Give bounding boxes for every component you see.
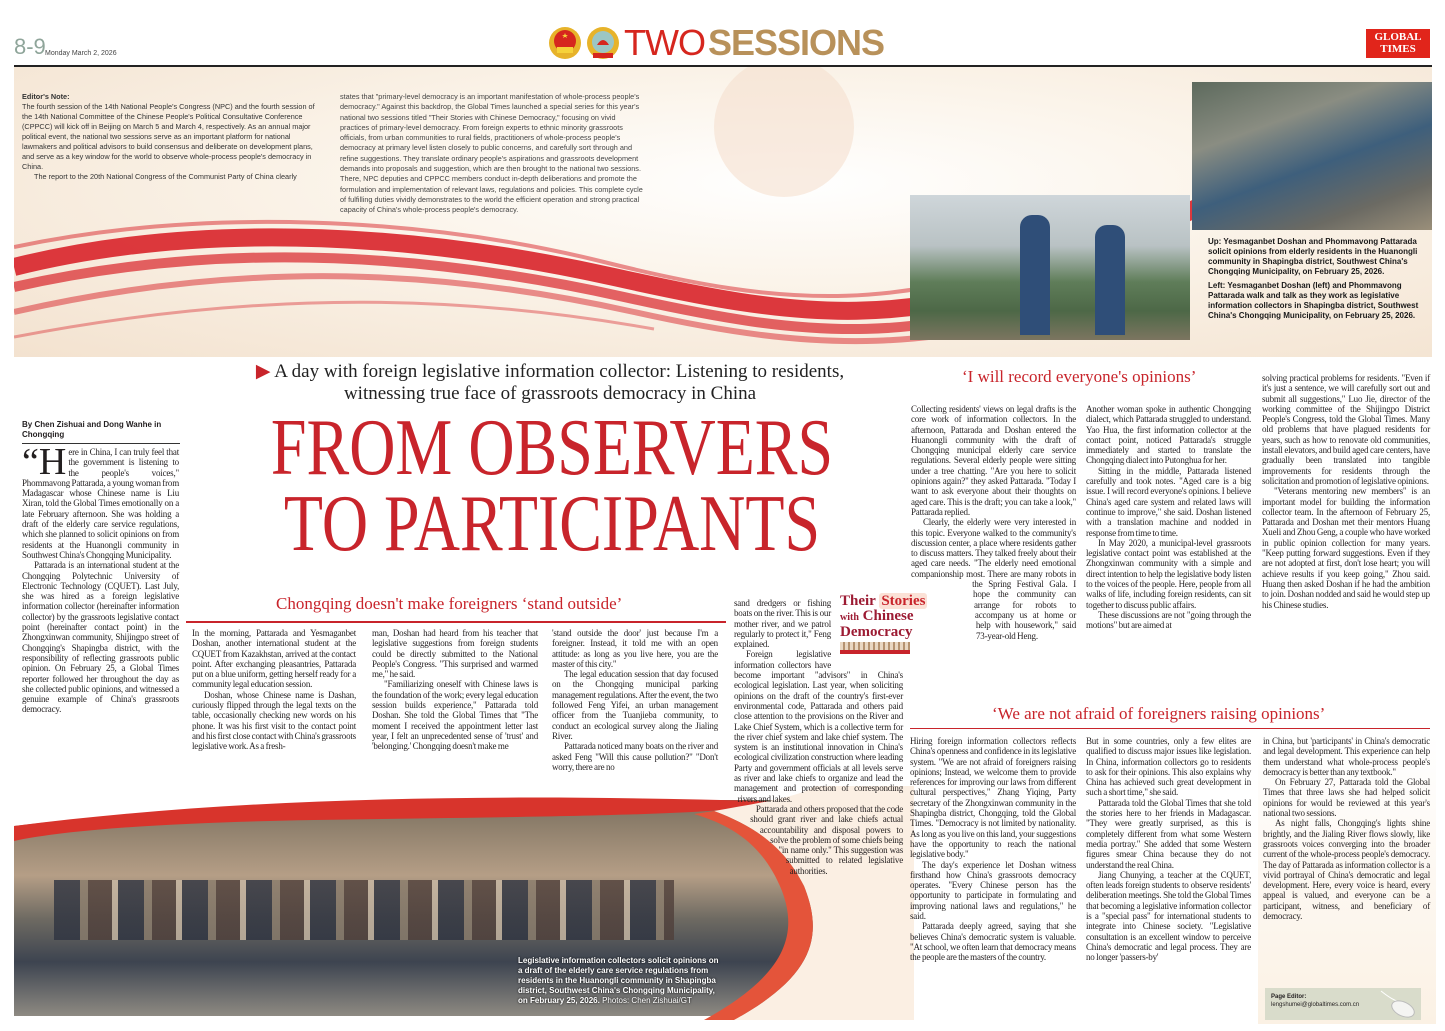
paragraph: man, Doshan had heard from his teacher that legislative suggestions from foreign students could be directly submitted to the National People's Congress. "This surprised and warmed me," he said. xyxy=(372,628,538,680)
page-number: 8-9 xyxy=(14,34,46,59)
series-logo-democracy: Democracy xyxy=(840,624,913,640)
article-title xyxy=(232,404,872,568)
two-sessions-logo xyxy=(548,22,884,64)
section-heading-record-opinions: ‘I will record everyone's opinions’ xyxy=(962,367,1197,386)
paragraph: The day's experience let Doshan witness firsthand how China's grassroots democracy operates. "Every Chinese person has the opportunity to participate in formulating and improving national laws and regulations," he said. xyxy=(910,859,1076,922)
section-rule xyxy=(910,728,1430,729)
paragraph: Another woman spoke in authentic Chongqing dialect, which Pattarada struggled to understand. Yao Hua, the first information collector at the contact point, noticed Pattarada's struggle immediately and started to translate the Chongqing dialect into Putonghua for her. xyxy=(1086,404,1251,466)
sec1-col-2 xyxy=(372,628,538,752)
section-rule xyxy=(186,621,726,623)
logo-times: TIMES xyxy=(1380,43,1416,55)
logo-global: GLOBAL xyxy=(1374,31,1422,43)
bottom-photo-caption xyxy=(518,956,723,1006)
caption-up: Up: Yesmaganbet Doshan and Phommavong Pattarada solicit opinions from elderly residents in the Huanongli community in Shapingba district, Southwest China's Chongqing Municipality, on February 25, 2026. xyxy=(1208,237,1418,276)
photo-collectors-walking xyxy=(910,195,1190,340)
kicker-arrow-icon: ▶ xyxy=(255,361,271,382)
lead-paragraph: “H ere in China, I can truly feel that the government is listening to the people's voices," Phommavong Pattarada, a young woman from Madagascar whose Chinese name is Liu Xiran, told the Global Times emotionally on a late February afternoon. She was holding a draft of the elderly care service regulations, which she planned to solicit opinions on from residents at the Huanongli community in Southwest China's Chongqing Municipality. xyxy=(22,441,179,560)
kicker-line-2: witnessing true face of grassroots democracy in China xyxy=(343,383,757,404)
paragraph: sand dredgers or fishing boats on the river. This is our mother river, and we patrol regularly to protect it," Feng explained. xyxy=(734,598,831,650)
photo-collectors-with-elderly xyxy=(1192,82,1432,230)
paragraph: "Veterans mentoring new members" is an important model for building the information collector team. In the afternoon of February 25, Pattarada and Doshan met their mentors Huang Xueli and Zhou Geng, a couple who have worked in public opinion collection for many years. "Keep putting forward suggestions. Even if they are not adopted at first, don't lose heart; you will achieve results if you keep going," Zhou said. Huang then asked Doshan if he had the ambition to join. Doshan nodded and said he would step up his Chinese studies. xyxy=(1262,486,1430,610)
series-logo-stories: Stories xyxy=(881,593,926,609)
page-editor-email[interactable]: lengshumei@globaltimes.com.cn xyxy=(1271,1002,1360,1008)
editors-note-p2: The report to the 20th National Congress of the Communist Party of China clearly xyxy=(34,172,297,181)
paragraph: Foreign legislative information collectors have become important "advisors" in China's ecological legislation. Last year, when soliciting opinions on the draft of the country's first-ever environmental code, Pattarada and others paid close attention to the provisions on the River and Lake Chief System, which is a collective term for the river chief system and lake chief system. The system is an institutional innovation in China's ecological civilization construction where leading Party and government officials at all levels serve as river and lake chiefs to organize and lead the management and protection of corresponding rivers and lakes. xyxy=(734,649,903,804)
section-heading-not-afraid: ‘We are not afraid of foreigners raising opinions’ xyxy=(992,704,1326,723)
paragraph: Pattarada noticed many boats on the river and asked Feng "Will this cause pollution?" "Don't worry, there are no xyxy=(552,741,718,772)
photo-caption xyxy=(1208,237,1423,321)
national-emblem-icon xyxy=(548,23,582,63)
series-logo-chinese: Chinese xyxy=(862,608,914,624)
page-editor-box xyxy=(1265,988,1421,1020)
paragraph: Collecting residents' views on legal drafts is the core work of information collectors. In the afternoon, Pattarada and Doshan entered the Huanongli community with the draft of Chongqing municipal elderly care service regulations. Several elderly people were sitting under a tree chatting. "Are you here to solicit opinions again?" they asked Pattarada. "Today I want to ask everyone about their thoughts on aged care. This is the draft; you can take a look," Pattarada replied. xyxy=(911,404,1076,517)
paragraph: 'stand outside the door' just because I'm a foreigner. Instead, it told me with an open attitude: as long as you live here, you are the master of this city." xyxy=(552,628,718,669)
sec1-col-1 xyxy=(192,628,356,752)
sec2-col-3 xyxy=(1262,373,1430,610)
caption-text: Legislative information collectors solicit opinions on a draft of the elderly care service regulations from residents in the Huanongli community in Shapingba district, Southwest China's Chongqing Municipality, on February 25, 2026. xyxy=(518,956,719,1005)
sec2-col-2 xyxy=(1086,404,1251,631)
photo-credit: Photos: Chen Zishuai/GT xyxy=(602,996,692,1005)
title-line-2: TO PARTICIPANTS xyxy=(283,480,821,568)
sec3-col-3 xyxy=(1263,736,1430,921)
paragraph: Doshan, whose Chinese name is Dashan, curiously flipped through the legal texts on the table, occasionally checking new words on his phone. It was his first visit to the contact point and his first close contact with China's grassroots legislative work. As a fresh- xyxy=(192,689,356,752)
paragraph: But in some countries, only a few elites are qualified to discuss major issues like legislation. In China, information collectors go to residents to ask for their opinions. This also explains why China has achieved such great development in such a short time," she said. xyxy=(1086,736,1251,798)
byline: By Chen Zishuai and Dong Wanhe in Chongqing xyxy=(22,420,180,444)
editors-note-continued: states that "primary-level democracy is an important manifestation of whole-process people's democracy." Against this backdrop, the Global Times launched a special series for this year's national two sessions titled "Their Stories with Chinese Democracy," focusing on vivid practices of primary-level democracy. From foreign experts to ethnic minority grassroots officials, from urban communities to rural fields, practitioners of whole-process people's democracy at primary level listen closely to public concerns, and carefully sort through and refine suggestions. They translate ordinary people's aspirations and grassroots development demands into proposals and suggestion, which are then brought to the national two sessions. There, NPC deputies and CPPCC members conduct in-depth deliberations and promote the formulation and implementation of relevant laws, regulations and policies. This complete cycle of fulfilling duties vividly demonstrates to the world the efficient operation and strong practical capacity of China's whole-process people's democracy. xyxy=(340,92,643,215)
lead-column xyxy=(22,441,179,715)
article-kicker xyxy=(200,361,900,405)
series-logo-their: Their xyxy=(840,593,876,609)
paragraph: solving practical problems for residents. "Even if it's just a sentence, we will carefully sort out and submit all suggestions," Luo Jie, director of the working committee of the Shijingpo District People's Congress, told the Global Times. Many old problems that have plagued residents for years, such as how to renovate old communities, install elevators, and build aged care centers, have gradually been translated into tangible improvements for residents through the solicitation and promotion of legislative opinions. xyxy=(1262,373,1430,486)
paragraph: In the morning, Pattarada and Yesmaganbet Doshan, another international student at the CQUET from Kazakhstan, arrived at the contact point. After exchanging pleasantries, Pattarada put on a blue uniform, getting herself ready for a community legal education session. xyxy=(192,628,356,690)
sec2-col-1 xyxy=(910,404,1076,689)
paragraph: Pattarada and others proposed that the code should grant river and lake chiefs actual accountability and disposal powers to solve the problem of some chiefs being "in name only." This suggestion was submitted to related legislative authorities. xyxy=(750,803,903,876)
global-times-logo xyxy=(1366,29,1430,58)
computer-mouse-icon xyxy=(1377,989,1417,1019)
page-editor-label: Page Editor: xyxy=(1271,994,1307,1000)
sec3-col-1 xyxy=(910,736,1076,963)
editors-note-label: Editor's Note: xyxy=(22,92,70,101)
paragraph: These discussions are not "going through the motions" but are aimed at xyxy=(1086,609,1251,631)
drop-cap: “H xyxy=(22,441,67,483)
sec3-col-2 xyxy=(1086,736,1251,963)
paragraph: The legal education session that day focused on the Chongqing municipal parking management regulations. After the event, the two followed Feng Yifei, an urban management officer from the Tuanjieba community, to conduct an ecological survey along the Jialing River. xyxy=(552,669,718,741)
sec1-col-3 xyxy=(552,628,718,772)
paragraph: Hiring foreign information collectors reflects China's openness and confidence in its legislative system. "We are not afraid of foreigners raising opinions; Instead, we welcome them to provide references for improving our laws from different cultural perspectives," Zhang Yiqing, Party secretary of the Zhongxinwan community in the Shapingba district, Chongqing, told the Global Times. "Democracy is not limited by nationality. As long as you live on this land, your suggestions have the opportunity to reach the national legislative body." xyxy=(910,736,1076,860)
section-heading-stand-outside: Chongqing doesn't make foreigners ‘stand outside’ xyxy=(276,594,623,613)
logo-two: TWO xyxy=(624,22,705,63)
issue-date: Monday March 2, 2026 xyxy=(45,50,117,57)
paragraph: Jiang Chunying, a teacher at the CQUET, often leads foreign students to observe residents' deliberation meetings. She told the Global Times that becoming a legislative information collector is a "special pass" for international students to integrate into Chinese society. "Legislative consultation is an excellent window to perceive China's democratic and legal process. They are no longer 'passers-by' xyxy=(1086,869,1251,963)
editors-note-p1: The fourth session of the 14th National People's Congress (NPC) and the fourth session of the 14th National Committee of the Chinese People's Political Consultative Conference (CPPCC) will kick off in Beijing on March 5 and March 4, respectively. As an annual major political event, the national two sessions serve as an important platform for national lawmakers and political advisors to build consensus and deliberate on development plans, and serve as a key window for the world to observe whole-process people's democracy in China. xyxy=(22,102,315,171)
editors-note xyxy=(22,92,322,182)
paragraph: Clearly, the elderly were very interested in this topic. Everyone walked to the community's discussion center, a place where residents gather to discuss matters. They talked freely about their aged care needs. "The elderly need emotional companionship most. There are many robots in the Spring Festival Gala. I hope the community can arrange for robots to accompany us at home or help with housework," said 73-year-old Heng. xyxy=(911,517,1076,641)
cppcc-emblem-icon xyxy=(585,23,621,63)
series-logo-with: with xyxy=(840,612,859,623)
paragraph: In May 2020, a municipal-level grassroots legislative contact point was established at the Zhongxinwan community with a simple and direct intention to help the legislative body listen to the voices of the people. Here, people from all walks of life, including foreign residents, can sit together to discuss public affairs. xyxy=(1086,537,1251,610)
kicker-line-1: A day with foreign legislative information collector: Listening to residents, xyxy=(274,361,845,382)
title-line-1: FROM OBSERVERS xyxy=(270,404,834,492)
paragraph: "Familiarizing oneself with Chinese laws is the foundation of the work; every legal education session builds experience," Pattarada told Doshan. She told the Global Times that "The moment I received the appointment letter last year, I felt an unprecedented sense of 'trust' and 'belonging.' Chongqing doesn't make me xyxy=(372,679,538,752)
paragraph: As night falls, Chongqing's lights shine brightly, and the Jialing River flows slowly, like grassroots voices converging into the broader current of the whole-process people's democracy. The day of Pattarada as information collector is a vivid portrayal of China's democratic and legal development. Here, every voice is heard, every appeal is valued, and everyone can be a participant, witness, and beneficiary of democracy. xyxy=(1263,818,1430,922)
paragraph: On February 27, Pattarada told the Global Times that three laws she had helped solicit opinions for would be reviewed at this year's national two sessions. xyxy=(1263,777,1430,819)
paragraph: Sitting in the middle, Pattarada listened carefully and took notes. "Aged care is a big issue. I will record everyone's opinions. I believe China's aged care system and related laws will continue to improve," she said. Doshan listened with a translation machine and nodded in response from time to time. xyxy=(1086,465,1251,538)
logo-sessions: SESSIONS xyxy=(707,22,885,63)
great-hall-icon xyxy=(840,642,910,654)
paragraph: Pattarada told the Global Times that she told the stories here to her friends in Madagascar. "They were greatly surprised, as this is completely different from what some Western media portray." She added that some Western figures smear China because they do not understand the real China. xyxy=(1086,797,1251,870)
lead-paragraph: Pattarada is an international student at the Chongqing Polytechnic University of Electronic Technology (CQUET). Last July, she was hired as a foreign legislative information collector (hereinafter information collector) by the grassroots legislative contact point (hereinafter contact point) in the Zhongxinwan community, Shijingpo street of Chongqing's Shapingba district, with the responsibility of reflecting grassroots public opinion. On February 25, a Global Times reporter followed her throughout the day as she collected public opinions, and witnessed a genuine example of China's grassroots democracy. xyxy=(22,560,179,715)
caption-left: Left: Yesmaganbet Doshan (left) and Phommavong Pattarada walk and talk as they work as legislative information collectors in Shapingba district, Southwest China's Chongqing Municipality, on February 25, 2026. xyxy=(1208,281,1419,320)
paragraph: Pattarada deeply agreed, saying that she believes China's democratic system is valuable. "At school, we often learn that democracy means the people are the masters of the country. xyxy=(910,921,1076,963)
paragraph: in China, but 'participants' in China's democratic and legal development. This experience can help them understand what whole-process people's democracy is better than any textbook." xyxy=(1263,736,1430,777)
